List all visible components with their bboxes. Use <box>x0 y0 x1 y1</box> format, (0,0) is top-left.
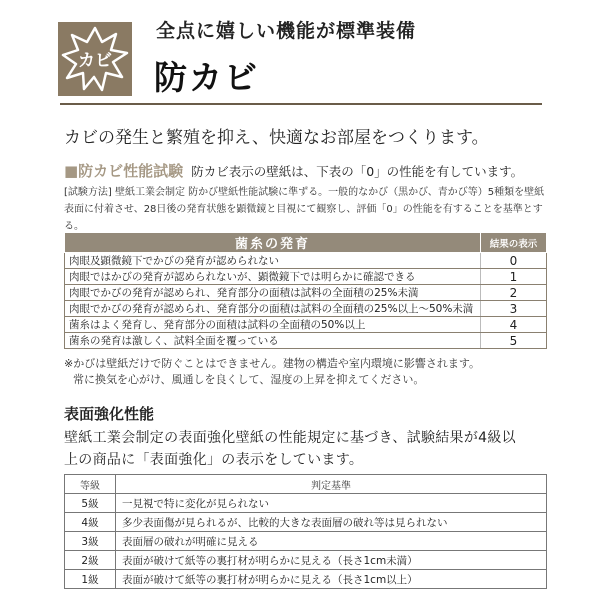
criteria-cell: 表面が破けて紙等の裏打材が明らかに見える（長さ1cm以上） <box>116 570 547 589</box>
result-cell: 4 <box>481 317 547 333</box>
logo-text: カビ <box>78 51 112 71</box>
table-row <box>65 494 547 513</box>
table-row <box>65 551 547 570</box>
criteria-cell: 表面層の破れが明確に見える <box>116 532 547 551</box>
table-row <box>65 285 547 301</box>
condition-cell: 肉眼でかびの発育が認められ、発育部分の面積は試料の全面積の25%未満 <box>65 285 481 301</box>
table-row <box>65 253 547 269</box>
table-row <box>65 317 547 333</box>
surface-description <box>64 427 554 471</box>
test-method-line: [試験方法] 壁紙工業会制定 防かび壁紙性能試験に準ずる。一般的なかび（黒かび、青かび等）5種類を壁紙 <box>64 187 545 198</box>
note-line: ※かびは壁紙だけで防ぐことはできません。建物の構造や室内環境に影響されます。 <box>64 357 480 370</box>
test-method-line: 表面に付着させ、28日後の発育状態を顕微鏡と目視にて観察し、評価「0」の性能を有することを基準とする。 <box>64 204 543 232</box>
table-row <box>65 570 547 589</box>
surface-heading: 表面強化性能 <box>64 405 155 423</box>
table-header-row <box>65 233 547 253</box>
mold-growth-table <box>64 232 547 349</box>
table-row <box>65 301 547 317</box>
surface-description-line: 上の商品に「表面強化」の表示をしています。 <box>64 452 364 468</box>
mold-note <box>64 356 480 388</box>
table-row <box>65 333 547 349</box>
antimold-section-header <box>64 160 523 181</box>
criteria-cell: 表面が破けて紙等の裏打材が明らかに見える（長さ1cm未満） <box>116 551 547 570</box>
grade-cell: 2級 <box>65 551 116 570</box>
condition-cell: 肉眼及顕微鏡下でかびの発育が認められない <box>65 253 481 269</box>
mold-splat-icon <box>58 22 132 96</box>
page-title: 防カビ <box>154 58 259 97</box>
header <box>58 14 558 96</box>
table-row <box>65 513 547 532</box>
condition-cell: 肉眼ではかびの発育が認められないが、顕微鏡下では明らかに確認できる <box>65 269 481 285</box>
table-row <box>65 532 547 551</box>
condition-cell: 肉眼でかびの発育が認められ、発育部分の面積は試料の全面積の25%以上～50%未満 <box>65 301 481 317</box>
test-method <box>64 184 546 235</box>
tagline: 全点に嬉しい機能が標準装備 <box>156 20 417 42</box>
surface-description-line: 壁紙工業会制定の表面強化壁紙の性能規定に基づき、試験結果が4級以 <box>64 430 516 446</box>
criteria-cell: 一見視で特に変化が見られない <box>116 494 547 513</box>
note-line: 常に換気を心がけ、風通しを良くして、湿度の上昇を抑えてください。 <box>73 373 425 386</box>
grade-cell: 4級 <box>65 513 116 532</box>
condition-cell: 菌糸の発育は激しく、試料全面を覆っている <box>65 333 481 349</box>
result-cell: 3 <box>481 301 547 317</box>
column-header-condition: 菌糸の発育 <box>65 233 481 253</box>
header-divider <box>60 103 542 105</box>
column-header-result: 結果の表示 <box>481 233 547 253</box>
criteria-cell: 多少表面傷が見られるが、比較的大きな表面層の破れ等は見られない <box>116 513 547 532</box>
result-cell: 1 <box>481 269 547 285</box>
antimold-heading: ■防カビ性能試験 <box>64 162 184 180</box>
grade-cell: 1級 <box>65 570 116 589</box>
grade-cell: 3級 <box>65 532 116 551</box>
grade-cell: 5級 <box>65 494 116 513</box>
result-cell: 5 <box>481 333 547 349</box>
condition-cell: 菌糸はよく発育し、発育部分の面積は試料の全面積の50%以上 <box>65 317 481 333</box>
result-cell: 0 <box>481 253 547 269</box>
column-header-grade: 等級 <box>65 475 116 494</box>
column-header-criteria: 判定基準 <box>116 475 547 494</box>
table-row <box>65 269 547 285</box>
surface-grade-table <box>64 474 547 589</box>
table-header-row <box>65 475 547 494</box>
lead-text: カビの発生と繁殖を抑え、快適なお部屋をつくります。 <box>64 128 489 148</box>
antimold-description: 防カビ表示の壁紙は、下表の「0」の性能を有しています。 <box>191 164 524 179</box>
result-cell: 2 <box>481 285 547 301</box>
